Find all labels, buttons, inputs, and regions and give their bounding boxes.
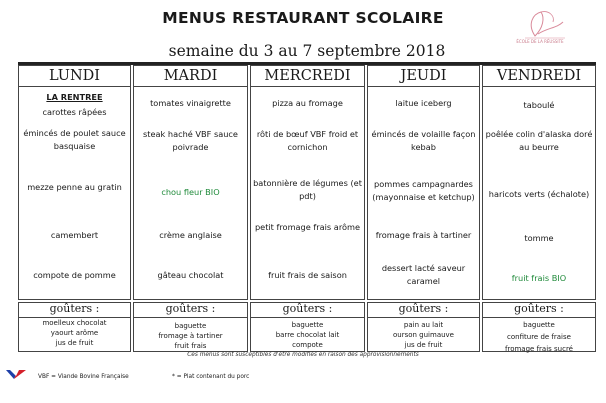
gouter-item: moelleux chocolat	[42, 319, 107, 327]
gouter-item: jus de fruit	[55, 339, 94, 347]
day-column-mercredi	[250, 65, 365, 300]
logo-caption: ÉCOLE DE LA RÉUSSITE	[516, 39, 564, 44]
gouter-item: fromage à tartiner	[158, 332, 223, 340]
menu-item: crème anglaise	[159, 230, 222, 240]
day-name: VENDREDI	[483, 66, 595, 87]
disclaimer-note: Ces menus sont susceptibles d'être modifiés en raison des approvisionnements	[187, 352, 419, 358]
day-column-vendredi	[482, 65, 596, 300]
week-label: semaine du 3 au 7 septembre 2018	[168, 42, 446, 60]
gouter-item: confiture de fraise	[507, 333, 571, 341]
menu-item-bio: fruit frais BIO	[511, 273, 567, 283]
gouter-item: baguette	[174, 322, 207, 330]
menu-item: taboulé	[523, 100, 555, 110]
gouter-box-mardi	[133, 302, 248, 352]
gouter-divider	[251, 317, 364, 318]
menu-item: pizza au fromage	[272, 98, 343, 108]
menu-item: gâteau chocolat	[157, 270, 224, 280]
menu-item: steak haché VBF sauce poivrade	[143, 129, 238, 152]
menu-item: haricots verts (échalote)	[488, 189, 590, 199]
day-column-mardi	[133, 65, 248, 300]
menu-item-bio: chou fleur BIO	[161, 187, 220, 197]
gouter-title: goûters :	[514, 302, 564, 315]
gouter-item: fromage frais sucré	[505, 345, 573, 353]
menu-item: rôti de bœuf VBF froid et cornichon	[256, 129, 359, 152]
gouter-title: goûters :	[49, 302, 100, 315]
menu-item: camembert	[50, 230, 99, 240]
menu-item: mezze penne au gratin	[27, 182, 122, 192]
menu-item: tomates vinaigrette	[150, 98, 231, 108]
gouter-item: compote	[292, 341, 323, 349]
menu-item: dessert lacté saveur caramel	[381, 263, 466, 286]
gouter-divider	[483, 317, 595, 318]
gouter-box-lundi	[18, 302, 131, 352]
gouter-item: fruit frais	[174, 342, 207, 350]
gouter-item: pain au lait	[403, 321, 444, 329]
porc-legend: * = Plat contenant du porc	[172, 374, 250, 380]
vbf-flag-icon	[5, 368, 27, 380]
gouter-title: goûters :	[165, 302, 216, 315]
menu-item: poêlée colin d'alaska doré au beurre	[485, 129, 593, 152]
gouter-item: barre chocolat lait	[275, 331, 340, 339]
menu-item: carottes râpées	[42, 107, 107, 117]
gouter-title: goûters :	[398, 302, 449, 315]
gouter-item: ourson guimauve	[392, 331, 454, 339]
gouter-box-mercredi	[250, 302, 365, 352]
menu-item: émincés de volaille façon kebab	[371, 129, 476, 152]
gouter-divider	[368, 317, 479, 318]
vbf-logo	[5, 365, 27, 377]
day-column-lundi	[18, 65, 131, 300]
gouter-item: baguette	[291, 321, 324, 329]
gouter-box-vendredi	[482, 302, 596, 352]
gouter-item: baguette	[523, 321, 555, 329]
menu-item: petit fromage frais arôme	[254, 222, 361, 232]
day-name: MERCREDI	[251, 66, 364, 87]
day-name: MARDI	[134, 66, 247, 87]
menu-item: fromage frais à tartiner	[375, 230, 472, 240]
menu-item: laitue iceberg	[395, 98, 452, 108]
day-name: JEUDI	[368, 66, 479, 87]
gouter-divider	[19, 317, 130, 318]
menu-item: pommes campagnardes (mayonnaise et ketchup)	[372, 179, 475, 202]
menu-title: MENUS RESTAURANT SCOLAIRE	[162, 9, 444, 27]
day-column-jeudi	[367, 65, 480, 300]
gouter-item: yaourt arôme	[50, 329, 99, 337]
gouter-item: jus de fruit	[404, 341, 443, 349]
gouter-box-jeudi	[367, 302, 480, 352]
menu-item: émincés de poulet sauce basquaise	[23, 128, 126, 151]
menu-item: compote de pomme	[33, 270, 116, 280]
menu-item: LA RENTREE	[46, 92, 103, 102]
menu-item: fruit frais de saison	[268, 270, 347, 280]
menu-item: batonnière de légumes (et pdt)	[253, 178, 362, 201]
gouter-title: goûters :	[282, 302, 333, 315]
menu-item: tomme	[524, 233, 554, 243]
day-name: LUNDI	[19, 66, 130, 87]
vbf-legend: VBF = Viande Bovine Française	[38, 374, 129, 380]
gouter-divider	[134, 317, 247, 318]
